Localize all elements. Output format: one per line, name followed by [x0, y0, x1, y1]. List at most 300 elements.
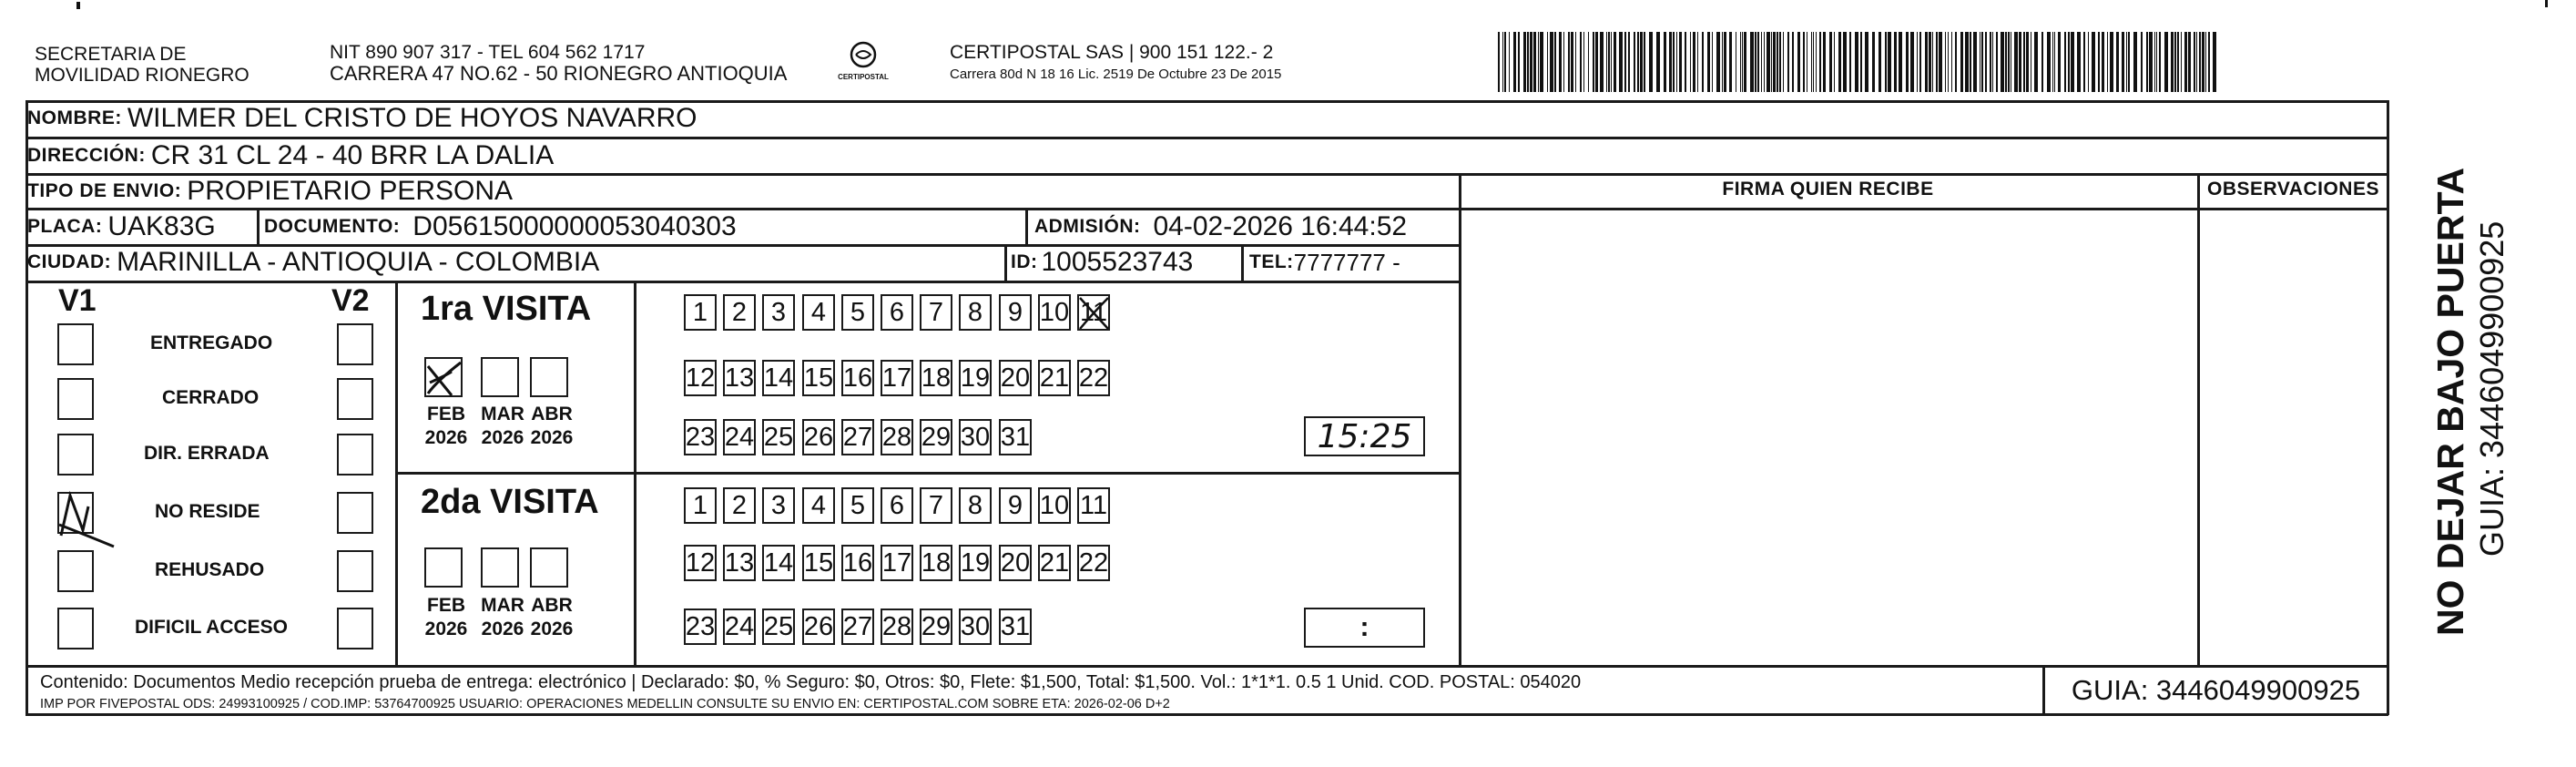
visit2-day-3[interactable]	[762, 487, 795, 524]
visit2-day-number: 7	[928, 490, 944, 520]
barcode-bar	[2177, 32, 2179, 92]
visit2-day-number: 1	[692, 490, 708, 520]
barcode-bar	[1634, 32, 1635, 92]
visit1-day-14[interactable]	[762, 360, 795, 396]
visit1-day-16[interactable]	[841, 360, 874, 396]
issuer-line-2: MOVILIDAD RIONEGRO	[35, 65, 249, 86]
visit1-month-checkbox[interactable]	[530, 357, 568, 397]
barcode-bar	[1936, 32, 1938, 92]
visit2-month-checkbox[interactable]	[530, 547, 568, 588]
visit2-day-number: 9	[1007, 490, 1023, 520]
barcode-bar	[1929, 32, 1931, 92]
visit1-month-year: 2026	[481, 427, 524, 448]
visit2-time: :	[1359, 612, 1369, 642]
barcode-bar	[1750, 32, 1754, 92]
visit2-day-24[interactable]	[723, 608, 756, 645]
v1-checkbox[interactable]	[57, 492, 94, 534]
visit2-day-17[interactable]	[881, 545, 913, 581]
visit1-day-20[interactable]	[999, 360, 1032, 396]
barcode-bar	[2159, 32, 2161, 92]
barcode-bar	[2107, 32, 2108, 92]
barcode-bar	[1910, 32, 1914, 92]
visit1-day-number: 21	[1039, 363, 1070, 393]
barcode-bar	[1538, 32, 1539, 92]
barcode-bar	[2092, 32, 2095, 92]
visit2-day-number: 30	[960, 611, 991, 641]
barcode-bar	[2213, 32, 2216, 92]
visit1-day-19[interactable]	[959, 360, 992, 396]
barcode-bar	[1628, 32, 1630, 92]
visit1-day-26[interactable]	[802, 419, 835, 455]
barcode-bar	[1771, 32, 1772, 92]
v2-checkbox[interactable]	[337, 378, 373, 420]
visit1-day-number: 23	[685, 422, 716, 452]
visit2-day-13[interactable]	[723, 545, 756, 581]
barcode-bar	[1550, 32, 1553, 92]
visit2-month-name: FEB	[427, 595, 465, 616]
sep-tipo	[25, 208, 1459, 210]
barcode-bar	[1676, 32, 1677, 92]
barcode-bar	[2202, 32, 2204, 92]
barcode-bar	[2171, 32, 2174, 92]
visit1-day-18[interactable]	[920, 360, 952, 396]
barcode-bar	[1509, 32, 1510, 92]
id-label: ID:	[1011, 251, 1038, 272]
barcode-bar	[1985, 32, 1987, 92]
visit1-day-8[interactable]	[959, 294, 992, 331]
visit2-day-number: 3	[770, 490, 787, 520]
visit2-day-4[interactable]	[802, 487, 835, 524]
visit1-day-number: 28	[881, 422, 912, 452]
visit1-day-5[interactable]	[841, 294, 874, 331]
barcode-bar	[2005, 32, 2007, 92]
visit2-day-6[interactable]	[881, 487, 913, 524]
visit2-day-25[interactable]	[762, 608, 795, 645]
tipo-row	[27, 176, 513, 207]
barcode-bar	[1783, 32, 1784, 92]
visit1-day-12[interactable]	[684, 360, 717, 396]
nombre-value: WILMER DEL CRISTO DE HOYOS NAVARRO	[127, 103, 697, 133]
visit1-day-number: 30	[960, 422, 991, 452]
barcode-bar	[1757, 32, 1759, 92]
barcode-bar	[2083, 32, 2085, 92]
visit1-month-year: 2026	[530, 427, 574, 448]
visit2-day-number: 10	[1039, 490, 1070, 520]
barcode-bar	[1792, 32, 1794, 92]
barcode-bar	[2141, 32, 2143, 92]
visit2-day-9[interactable]	[999, 487, 1032, 524]
barcode-bar	[2014, 32, 2018, 92]
barcode-bar	[2154, 32, 2155, 92]
visit2-day-18[interactable]	[920, 545, 952, 581]
visit2-day-23[interactable]	[684, 608, 717, 645]
visit1-month-checkbox[interactable]	[424, 357, 463, 397]
visit2-day-number: 6	[889, 490, 905, 520]
barcode-bar	[1664, 32, 1666, 92]
visit2-day-2[interactable]	[723, 487, 756, 524]
barcode-bar	[1764, 32, 1765, 92]
v2-checkbox[interactable]	[337, 608, 373, 649]
visit1-day-28[interactable]	[881, 419, 913, 455]
logo-text: CERTIPOSTAL	[838, 73, 889, 81]
visit1-month-name: FEB	[427, 404, 465, 424]
barcode-bar	[2208, 32, 2210, 92]
nombre-label: NOMBRE:	[27, 107, 122, 128]
visit1-day-30[interactable]	[959, 419, 992, 455]
barcode-bar	[2188, 32, 2191, 92]
v1-checkbox[interactable]	[57, 378, 94, 420]
v2-checkbox[interactable]	[337, 550, 373, 592]
barcode-bar	[1540, 32, 1543, 92]
barcode-bar	[1823, 32, 1826, 92]
barcode-bar	[1571, 32, 1573, 92]
status-label: REHUSADO	[155, 559, 265, 580]
barcode-bar	[1513, 32, 1516, 92]
status-label: ENTREGADO	[150, 332, 273, 353]
barcode-bar	[1527, 32, 1529, 92]
visit2-day-31[interactable]	[999, 608, 1032, 645]
visit1-day-number: 10	[1039, 297, 1070, 327]
barcode-bar	[2034, 32, 2038, 92]
barcode-bar	[2205, 32, 2206, 92]
barcode-bar	[1740, 32, 1741, 92]
barcode-bar	[1530, 32, 1532, 92]
visit1-day-number: 9	[1007, 297, 1023, 327]
frame-right	[2387, 100, 2389, 715]
barcode-bar	[1906, 32, 1909, 92]
visit1-month-name: MAR	[481, 404, 524, 424]
visit1-day-1[interactable]	[684, 294, 717, 331]
barcode-bar	[1773, 32, 1776, 92]
barcode-bar	[2126, 32, 2127, 92]
barcode	[1498, 32, 2222, 92]
barcode-bar	[2041, 32, 2043, 92]
barcode-bar	[2052, 32, 2053, 92]
documento-row	[264, 211, 737, 242]
v2-checkbox[interactable]	[337, 434, 373, 476]
barcode-bar	[1559, 32, 1562, 92]
sep-footer	[25, 665, 2388, 668]
visit2-day-number: 4	[810, 490, 827, 520]
visit2-month-year: 2026	[530, 619, 574, 639]
visit1-day-number: 22	[1078, 363, 1109, 393]
v1-checkbox[interactable]	[57, 608, 94, 649]
barcode-bar	[1888, 32, 1891, 92]
barcode-bar	[2019, 32, 2021, 92]
ciudad-label: CIUDAD:	[27, 251, 112, 272]
nombre-row	[27, 103, 697, 134]
visit2-day-20[interactable]	[999, 545, 1032, 581]
barcode-bar	[1563, 32, 1564, 92]
sep-firma-obs	[2197, 173, 2200, 665]
barcode-bar	[1899, 32, 1902, 92]
barcode-bar	[2102, 32, 2104, 92]
visit1-day-3[interactable]	[762, 294, 795, 331]
barcode-bar	[1580, 32, 1582, 92]
visit2-day-19[interactable]	[959, 545, 992, 581]
barcode-bar	[1973, 32, 1977, 92]
visit1-day-27[interactable]	[841, 419, 874, 455]
barcode-bar	[1919, 32, 1921, 92]
barcode-bar	[1777, 32, 1778, 92]
visit1-day-22[interactable]	[1077, 360, 1110, 396]
status-label: NO RESIDE	[155, 501, 260, 522]
visit2-day-number: 27	[842, 611, 873, 641]
barcode-bar	[1819, 32, 1821, 92]
footer-print-line: IMP POR FIVEPOSTAL ODS: 24993100925 / COD.IMP: 53764700925 USUARIO: OPERACIONES MEDELLIN CONSULTE SU ENVIO EN: CERTIPOSTAL.COM SOBRE ETA: 2026-02-06 D+2	[40, 697, 1170, 711]
visit2-day-number: 17	[881, 547, 912, 578]
barcode-bar	[1843, 32, 1847, 92]
visit2-day-30[interactable]	[959, 608, 992, 645]
visit2-title: 2da VISITA	[421, 483, 599, 521]
barcode-bar	[1606, 32, 1607, 92]
visit2-day-number: 8	[967, 490, 983, 520]
visit1-day-29[interactable]	[920, 419, 952, 455]
placa-value: UAK83G	[107, 211, 216, 241]
firma-area[interactable]	[1462, 211, 2195, 663]
observaciones-area[interactable]	[2201, 211, 2386, 663]
barcode-bar	[1568, 32, 1570, 92]
v1-checkbox[interactable]	[57, 323, 94, 365]
visit1-day-number: 18	[921, 363, 952, 393]
firma-header: FIRMA QUIEN RECIBE	[1722, 179, 1934, 199]
barcode-bar	[1593, 32, 1594, 92]
visit1-day-17[interactable]	[881, 360, 913, 396]
barcode-bar	[1855, 32, 1858, 92]
barcode-bar	[2071, 32, 2074, 92]
barcode-bar	[2023, 32, 2025, 92]
certipostal-logo	[836, 38, 891, 84]
sep-nombre	[25, 137, 2388, 139]
barcode-bar	[1767, 32, 1770, 92]
visit1-day-number: 12	[685, 363, 716, 393]
visit1-day-number: 1	[692, 297, 708, 327]
barcode-bar	[1879, 32, 1881, 92]
barcode-bar	[1813, 32, 1814, 92]
sep-firma-header	[1459, 208, 2388, 210]
ciudad-value: MARINILLA - ANTIOQUIA - COLOMBIA	[117, 247, 600, 277]
visit2-day-number: 26	[803, 611, 834, 641]
top-tick-mark	[76, 2, 80, 9]
visit1-time-box[interactable]	[1304, 416, 1425, 456]
tel-value: 7777777 -	[1293, 248, 1400, 276]
visit2-day-29[interactable]	[920, 608, 952, 645]
barcode-bar	[1608, 32, 1610, 92]
barcode-bar	[1595, 32, 1598, 92]
visit1-day-24[interactable]	[723, 419, 756, 455]
barcode-bar	[2047, 32, 2051, 92]
visit1-day-25[interactable]	[762, 419, 795, 455]
barcode-bar	[1712, 32, 1713, 92]
visit2-day-number: 24	[724, 611, 755, 641]
barcode-bar	[1656, 32, 1660, 92]
visit2-month-checkbox[interactable]	[481, 547, 519, 588]
visit2-day-number: 18	[921, 547, 952, 578]
visit1-day-number: 19	[960, 363, 991, 393]
barcode-bar	[1992, 32, 1993, 92]
visit1-day-23[interactable]	[684, 419, 717, 455]
visit1-time: 15:25	[1317, 417, 1412, 455]
barcode-bar	[2008, 32, 2010, 92]
barcode-bar	[1787, 32, 1789, 92]
barcode-bar	[1932, 32, 1933, 92]
visit2-day-11[interactable]	[1077, 487, 1110, 524]
visit2-day-12[interactable]	[684, 545, 717, 581]
barcode-bar	[1716, 32, 1720, 92]
barcode-bar	[1970, 32, 1971, 92]
sep-visit1-visit2	[395, 472, 1461, 475]
sep-id-tel	[1241, 246, 1244, 281]
direccion-label: DIRECCIÓN:	[27, 145, 146, 166]
visit2-month-checkbox[interactable]	[424, 547, 463, 588]
barcode-bar	[1779, 32, 1781, 92]
courier-line: CERTIPOSTAL SAS | 900 151 122.- 2	[950, 42, 1274, 63]
barcode-bar	[1554, 32, 1556, 92]
visit1-day-2[interactable]	[723, 294, 756, 331]
side-guia: GUIA: 3446049900925	[2473, 220, 2510, 557]
top-right-line	[2545, 0, 2548, 7]
v1-checkbox[interactable]	[57, 550, 94, 592]
visit1-day-number: 14	[763, 363, 794, 393]
visit2-day-26[interactable]	[802, 608, 835, 645]
barcode-bar	[1588, 32, 1589, 92]
barcode-bar	[1803, 32, 1805, 92]
barcode-bar	[1614, 32, 1616, 92]
v1-label: V1	[58, 283, 97, 318]
visit1-month-checkbox[interactable]	[481, 357, 519, 397]
direccion-row	[27, 140, 554, 171]
issuer-contact	[330, 42, 787, 84]
barcode-bar	[2146, 32, 2148, 92]
issuer-name	[35, 44, 249, 86]
visit1-day-number: 15	[803, 363, 834, 393]
barcode-bar	[1637, 32, 1639, 92]
barcode-bar	[1894, 32, 1897, 92]
barcode-bar	[1707, 32, 1710, 92]
visit2-day-number: 20	[1000, 547, 1031, 578]
status-label: DIFICIL ACCESO	[135, 617, 289, 638]
visit2-day-22[interactable]	[1077, 545, 1110, 581]
footer-guia: GUIA: 3446049900925	[2071, 674, 2361, 706]
visit1-day-13[interactable]	[723, 360, 756, 396]
status-label: CERRADO	[162, 387, 260, 408]
barcode-bar	[2128, 32, 2130, 92]
id-value: 1005523743	[1041, 247, 1194, 277]
barcode-bar	[1849, 32, 1851, 92]
barcode-bar	[1990, 32, 1991, 92]
visit1-day-21[interactable]	[1038, 360, 1071, 396]
barcode-bar	[1948, 32, 1949, 92]
visit1-day-number: 16	[842, 363, 873, 393]
visit2-day-27[interactable]	[841, 608, 874, 645]
visit2-day-16[interactable]	[841, 545, 874, 581]
barcode-bar	[1860, 32, 1862, 92]
visit1-day-number: 17	[881, 363, 912, 393]
barcode-bar	[1722, 32, 1723, 92]
barcode-bar	[1702, 32, 1704, 92]
visit2-day-8[interactable]	[959, 487, 992, 524]
barcode-bar	[1724, 32, 1726, 92]
visit1-day-10[interactable]	[1038, 294, 1071, 331]
status-label: DIR. ERRADA	[144, 443, 270, 464]
barcode-bar	[1917, 32, 1918, 92]
visit1-day-15[interactable]	[802, 360, 835, 396]
visit1-month-name: ABR	[531, 404, 573, 424]
barcode-bar	[1981, 32, 1983, 92]
v2-label: V2	[331, 283, 370, 318]
visit1-day-11[interactable]	[1077, 294, 1110, 331]
tipo-label: TIPO DE ENVIO:	[27, 180, 182, 201]
visit2-day-15[interactable]	[802, 545, 835, 581]
visit1-day-number: 29	[921, 422, 952, 452]
barcode-bar	[2133, 32, 2137, 92]
barcode-bar	[1960, 32, 1963, 92]
barcode-bar	[2174, 32, 2176, 92]
visit1-day-7[interactable]	[920, 294, 952, 331]
barcode-bar	[2068, 32, 2070, 92]
tel-label: TEL:	[1249, 251, 1294, 272]
admision-label: ADMISIÓN:	[1034, 216, 1141, 237]
visit2-month-year: 2026	[481, 619, 524, 639]
visit1-day-6[interactable]	[881, 294, 913, 331]
barcode-bar	[1523, 32, 1526, 92]
visit2-day-28[interactable]	[881, 608, 913, 645]
barcode-bar	[1640, 32, 1643, 92]
barcode-bar	[1624, 32, 1626, 92]
visit2-day-14[interactable]	[762, 545, 795, 581]
visit1-day-number: 7	[928, 297, 944, 327]
visit2-day-21[interactable]	[1038, 545, 1071, 581]
visit2-day-number: 19	[960, 547, 991, 578]
barcode-bar	[1872, 32, 1875, 92]
visit2-day-number: 28	[881, 611, 912, 641]
barcode-bar	[2098, 32, 2100, 92]
handwritten-check-icon	[56, 488, 110, 552]
visit1-day-number: 20	[1000, 363, 1031, 393]
visit2-day-number: 29	[921, 611, 952, 641]
visit1-day-number: 11	[1079, 297, 1108, 327]
barcode-bar	[1575, 32, 1576, 92]
visit1-month-year: 2026	[424, 427, 468, 448]
visit2-day-number: 16	[842, 547, 873, 578]
visit1-day-31[interactable]	[999, 419, 1032, 455]
barcode-bar	[1797, 32, 1800, 92]
visit2-time-box[interactable]	[1304, 608, 1425, 648]
v1-checkbox[interactable]	[57, 434, 94, 476]
visit2-day-number: 13	[724, 547, 755, 578]
visit2-day-7[interactable]	[920, 487, 952, 524]
visit1-day-number: 27	[842, 422, 873, 452]
visit2-day-1[interactable]	[684, 487, 717, 524]
observaciones-header: OBSERVACIONES	[2207, 179, 2379, 199]
barcode-bar	[1744, 32, 1746, 92]
v2-checkbox[interactable]	[337, 492, 373, 534]
barcode-bar	[1669, 32, 1672, 92]
barcode-bar	[1939, 32, 1942, 92]
barcode-bar	[1885, 32, 1887, 92]
visit2-month-name: MAR	[481, 595, 524, 616]
visit1-day-number: 5	[850, 297, 866, 327]
visit2-day-10[interactable]	[1038, 487, 1071, 524]
visit1-day-4[interactable]	[802, 294, 835, 331]
barcode-bar	[1673, 32, 1675, 92]
visit2-month-name: ABR	[531, 595, 573, 616]
barcode-bar	[1945, 32, 1946, 92]
visit2-day-5[interactable]	[841, 487, 874, 524]
visit1-day-9[interactable]	[999, 294, 1032, 331]
v2-checkbox[interactable]	[337, 323, 373, 365]
barcode-bar	[1504, 32, 1506, 92]
